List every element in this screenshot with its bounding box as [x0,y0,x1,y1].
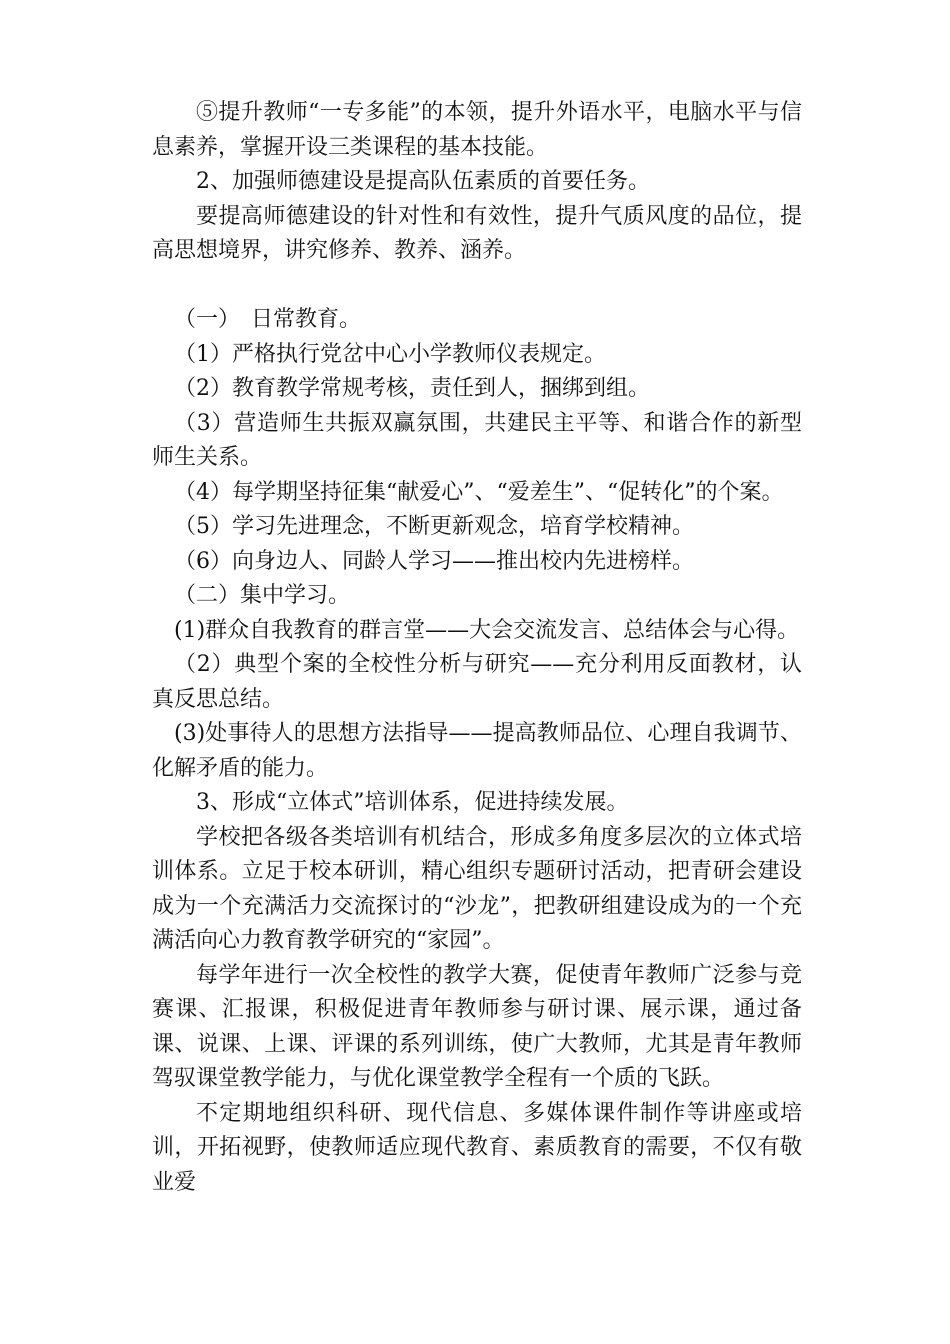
heading-centralized-study: （二）集中学习。 [174,583,351,608]
study-item-1: (1)群众自我教育的群言堂——大会交流发言、总结体会与心得。 [174,617,800,643]
study-item-2: （2）典型个案的全校性分析与研究——充分利用反面教材，认真反思总结。 [152,652,802,712]
list-item-3: （3）营造师生共振双赢氛围，共建民主平等、和谐合作的新型师生关系。 [152,410,802,470]
list-item-4: （4）每学期坚持征集“献爱心”、“爱差生”、“促转化”的个案。 [174,479,784,505]
paragraph-training-system: 学校把各级各类培训有机结合，形成多角度多层次的立体式培训体系。立足于校本研训，精心组织专题研讨活动，把青研会建设成为一个充满活力交流探讨的“沙龙”，把教研组建设成为的一个充满活向心力教育教学研究的“家园”。 [152,824,802,953]
study-item-3: (3)处事待人的思想方法指导——提高教师品位、心理自我调节、化解矛盾的能力。 [152,721,802,781]
list-item-1: （1）严格执行党岔中心小学教师仪表规定。 [174,341,606,367]
paragraph-lectures: 不定期地组织科研、现代信息、多媒体课件制作等讲座或培训，开拓视野，使教师适应现代教育、素质教育的需要，不仅有敬业爱 [152,1100,802,1195]
heading-daily-education: （一） 日常教育。 [174,307,362,332]
document-page [152,96,802,1200]
heading-training-system: 3、形成“立体式”培训体系，促进持续发展。 [196,790,629,815]
blank-line [152,269,802,304]
list-item-2: （2）教育教学常规考核，责任到人，捆绑到组。 [174,376,650,401]
paragraph-skill-improvement: ⑤提升教师“一专多能”的本领，提升外语水平，电脑水平与信息素养，掌握开设三类课程的基本技能。 [152,100,802,160]
paragraph-teaching-contest: 每学年进行一次全校性的教学大赛，促使青年教师广泛参与竞赛课、汇报课，积极促进青年教师参与研讨课、展示课，通过备课、说课、上课、评课的系列训练，使广大教师，尤其是青年教师驾驭课堂教学能力，与优化课堂教学全程有一个质的飞跃。 [152,962,802,1091]
paragraph-ethics-goals: 要提高师德建设的针对性和有效性，提升气质风度的品位，提高思想境界，讲究修养、教养、涵养。 [152,203,802,263]
heading-ethics: 2、加强师德建设是提高队伍素质的首要任务。 [196,169,650,194]
list-item-6: （6）向身边人、同龄人学习——推出校内先进榜样。 [174,548,694,574]
list-item-5: （5）学习先进理念，不断更新观念，培育学校精神。 [174,514,694,539]
